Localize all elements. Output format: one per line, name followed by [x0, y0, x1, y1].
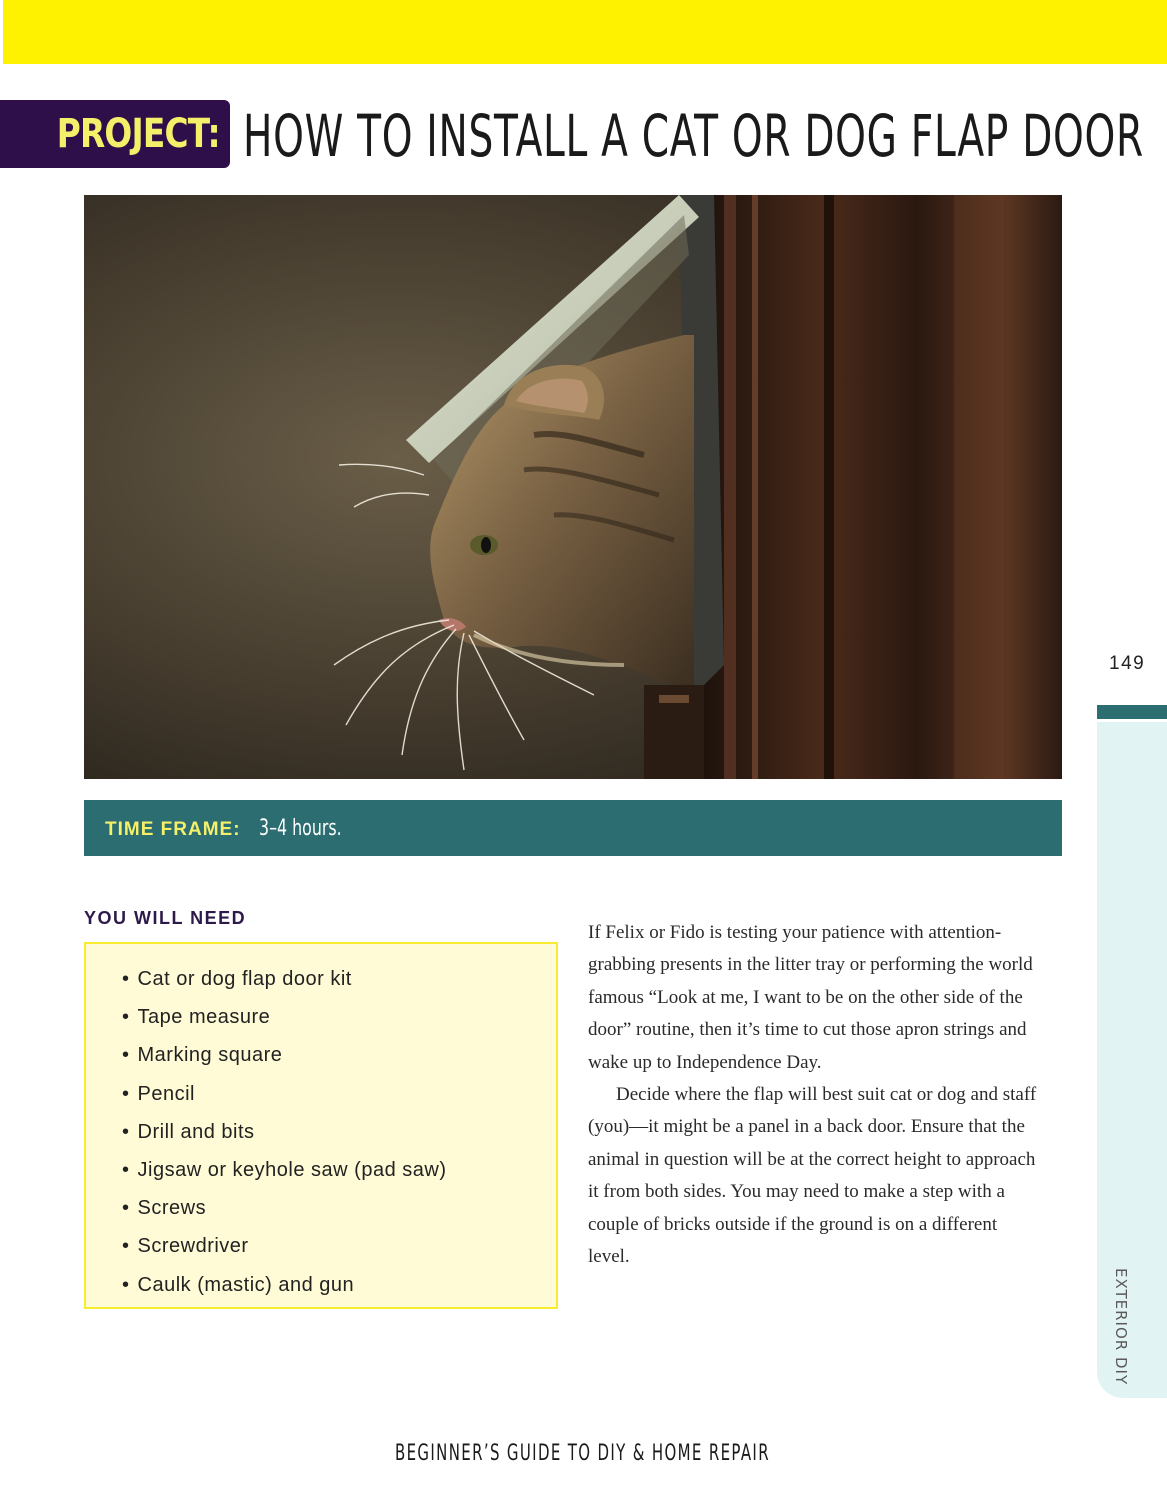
cat-photo-illustration: [84, 195, 1062, 779]
list-item: • Marking square: [122, 1036, 446, 1074]
list-item: • Screws: [122, 1189, 446, 1227]
you-will-need-list: [122, 960, 446, 1304]
body-text: [588, 917, 1043, 1273]
cat-photo: [84, 195, 1062, 779]
time-frame-bar: [84, 800, 1062, 856]
time-frame-value: 3–4 hours.: [259, 816, 342, 841]
time-frame-label: TIME FRAME:: [105, 819, 241, 840]
you-will-need-heading: YOU WILL NEED: [84, 908, 247, 928]
project-tag: [0, 100, 230, 168]
list-item: • Pencil: [122, 1075, 446, 1113]
project-tag-label: PROJECT:: [56, 111, 220, 157]
section-side-tab-label: EXTERIOR DIY: [1112, 1268, 1130, 1386]
list-item: • Jigsaw or keyhole saw (pad saw): [122, 1151, 446, 1189]
list-item: • Tape measure: [122, 998, 446, 1036]
list-item: • Drill and bits: [122, 1113, 446, 1151]
section-side-tab: [1097, 722, 1167, 1398]
list-item: • Caulk (mastic) and gun: [122, 1266, 446, 1304]
page-number: 149: [1109, 653, 1146, 674]
you-will-need-box: [84, 942, 558, 1309]
list-item: • Cat or dog flap door kit: [122, 960, 446, 998]
side-tab-strip: [1097, 705, 1167, 719]
top-color-band: [3, 0, 1167, 64]
list-item: • Screwdriver: [122, 1227, 446, 1265]
page-title: HOW TO INSTALL A CAT OR DOG FLAP DOOR: [243, 102, 1144, 170]
body-paragraph: If Felix or Fido is testing your patience with attention-grabbing presents in the litter tray or performing the world famous “Look at me, I want to be on the other side of the door” routine, then it’s time to cut those apron strings and wake up to Independence Day.: [588, 922, 1033, 1073]
footer-book-title: BEGINNER’S GUIDE TO DIY & HOME REPAIR: [395, 1441, 770, 1466]
body-paragraph: Decide where the flap will best suit cat or dog and staff (you)—it might be a panel in a back door. Ensure that the animal in question will be at the correct height to approach it from both sides. You may need to make a step with a couple of bricks outside if the ground is on a different level.: [588, 1084, 1037, 1268]
